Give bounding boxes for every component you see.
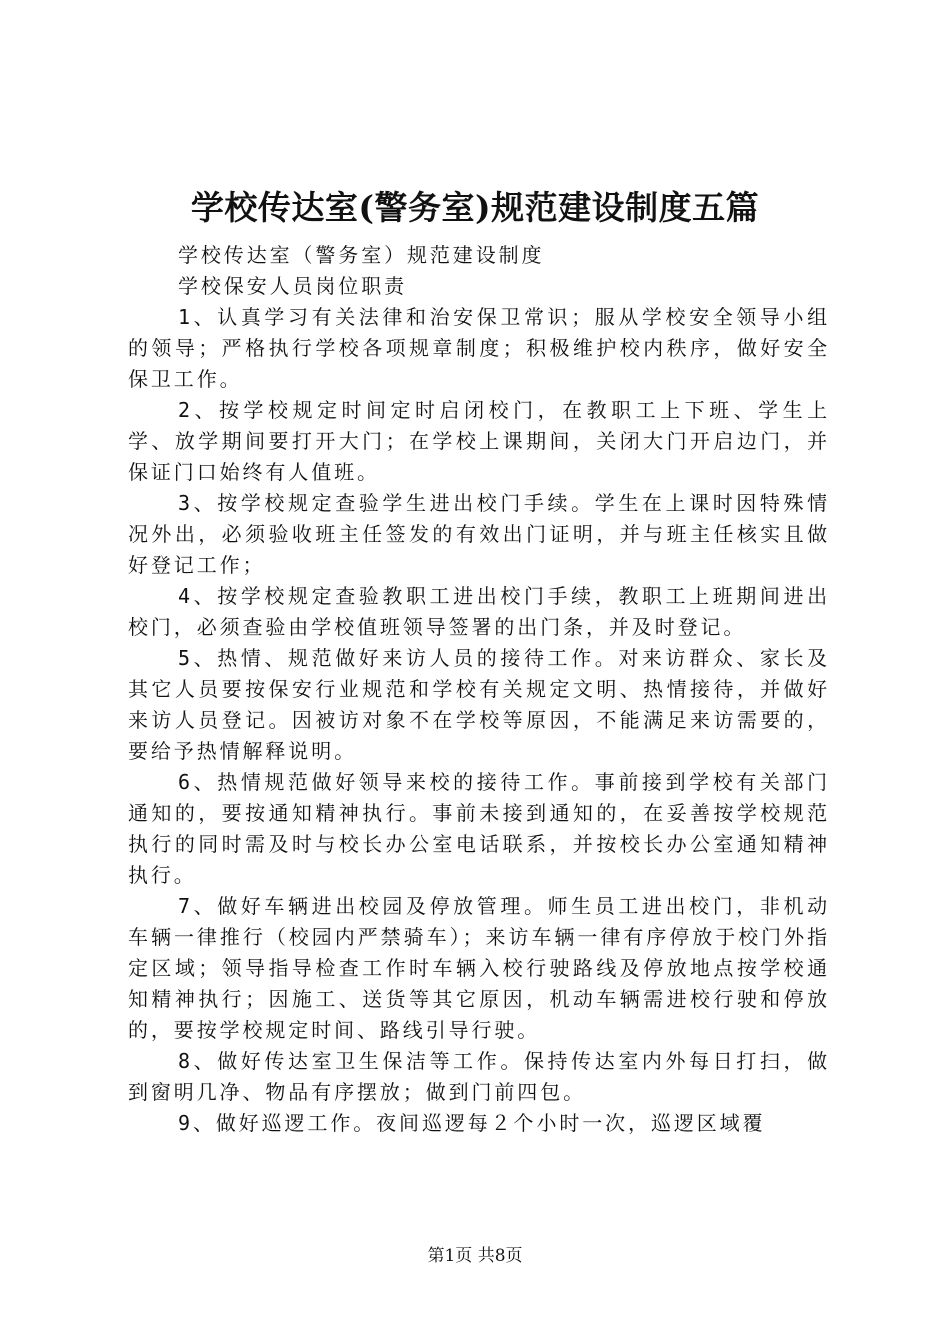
duty-item-5: 5、热情、规范做好来访人员的接待工作。对来访群众、家长及其它人员要按保安行业规范和学校有关规定文明、热情接待，并做好来访人员登记。因被访对象不在学校等原因，不能满足来访需要的，要给予热情解释说明。 — [128, 646, 830, 763]
duty-item-1: 1、认真学习有关法律和治安保卫常识；服从学校安全领导小组的领导；严格执行学校各项规章制度；积极维护校内秩序，做好安全保卫工作。 — [128, 305, 830, 391]
duty-item-9: 9、做好巡逻工作。夜间巡逻每２个小时一次，巡逻区域覆 — [178, 1111, 766, 1135]
duty-item-3: 3、按学校规定查验学生进出校门手续。学生在上课时因特殊情况外出，必须验收班主任签发的有效出门证明，并与班主任核实且做好登记工作； — [128, 491, 830, 577]
page-footer: 第1页 共8页 — [427, 1246, 523, 1266]
section-subheading: 学校保安人员岗位职责 — [178, 274, 407, 298]
duty-item-2: 2、按学校规定时间定时启闭校门，在教职工上下班、学生上学、放学期间要打开大门；在学校上课期间，关闭大门开启边门，并保证门口始终有人值班。 — [128, 398, 830, 484]
document-title: 学校传达室(警务室)规范建设制度五篇 — [190, 188, 760, 227]
document-body — [128, 240, 830, 1139]
duty-item-4: 4、按学校规定查验教职工进出校门手续，教职工上班期间进出校门，必须查验由学校值班领导签署的出门条，并及时登记。 — [128, 584, 830, 639]
section-heading: 学校传达室（警务室）规范建设制度 — [178, 243, 545, 267]
duty-item-8: 8、做好传达室卫生保洁等工作。保持传达室内外每日打扫，做到窗明几净、物品有序摆放；做到门前四包。 — [128, 1049, 830, 1104]
duty-item-6: 6、热情规范做好领导来校的接待工作。事前接到学校有关部门通知的，要按通知精神执行。事前未接到通知的，在妥善按学校规范执行的同时需及时与校长办公室电话联系，并按校长办公室通知精神执行。 — [128, 770, 830, 887]
duty-item-7: 7、做好车辆进出校园及停放管理。师生员工进出校门，非机动车辆一律推行（校园内严禁骑车）；来访车辆一律有序停放于校门外指定区域；领导指导检查工作时车辆入校行驶路线及停放地点按学校通知精神执行；因施工、送货等其它原因，机动车辆需进校行驶和停放的，要按学校规定时间、路线引导行驶。 — [128, 894, 830, 1042]
